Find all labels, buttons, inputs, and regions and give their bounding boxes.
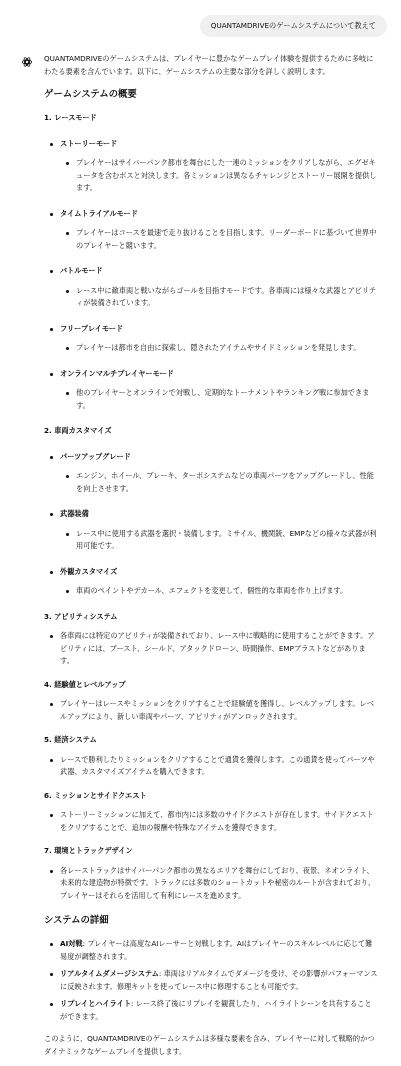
detail-text: : プレイヤーは高度なAIレーサーと対戦します。AIはプレイヤーのスキルレベルに応じて難易度が調整されます。 — [60, 939, 373, 961]
section-missions-title: 6. ミッションとサイドクエスト — [44, 790, 147, 800]
section-race-modes-title: 1. レースモード — [44, 113, 97, 122]
user-message-bubble: QUANTAMDRIVEのゲームシステムについて教えて — [200, 15, 387, 37]
mode-name: タイムトライアルモード — [44, 208, 378, 221]
customization-name: 外観カスタマイズ — [44, 566, 378, 579]
mode-name: オンラインマルチプレイヤーモード — [44, 368, 378, 381]
environment-desc: 各レーストラックはサイバーパンク都市の異なるエリアを舞台にしており、夜景、ネオンライト、未来的な建造物が特徴です。トラックには多数のショートカットや秘密のルートが含まれており、プレイヤーはそれらを活用して有利にレースを進めます。 — [44, 865, 378, 903]
mode-name: ストーリーモード — [44, 138, 378, 151]
customization-name: パーツアップグレード — [44, 451, 378, 464]
detail-label: リアルタイムダメージシステム — [60, 969, 159, 978]
section-environment-title: 7. 環境とトラックデザイン — [44, 846, 133, 855]
mode-desc: プレイヤーはコースを最速で走り抜けることを目指します。リーダーボードに基づいて世界中のプレイヤーと競います。 — [44, 227, 378, 252]
mode-name: フリープレイモード — [44, 323, 378, 336]
detail-text: : 車両はリアルタイムでダメージを受け、その影響がパフォーマンスに反映されます。修理キットを使ってレース中に修理することも可能です。 — [60, 969, 378, 991]
customization-desc: 車両のペイントやデカール、エフェクトを変更して、個性的な車両を作り上げます。 — [44, 585, 378, 598]
exp-desc: プレイヤーはレースやミッションをクリアすることで経験値を獲得し、レベルアップします。レベルアップにより、新しい車両やパーツ、アビリティがアンロックされます。 — [44, 698, 378, 723]
section-ability-title: 3. アビリティシステム — [44, 611, 118, 621]
detail-label: リプレイとハイライト — [60, 999, 132, 1008]
section-customization-title: 2. 車両カスタマイズ — [44, 426, 112, 435]
economy-desc: レースで勝利したりミッションをクリアすることで通貨を獲得します。この通貨を使ってパーツや武器、カスタマイズアイテムを購入できます。 — [44, 754, 378, 779]
detail-item — [44, 938, 378, 963]
detail-label: AI対戦 — [60, 939, 83, 948]
section-exp-title: 4. 経験値とレベルアップ — [44, 679, 126, 689]
detail-text: : レース終了後にリプレイを観賞したり、ハイライトシーンを共有することができます。 — [60, 999, 372, 1021]
overview-heading: ゲームシステムの概要 — [44, 89, 137, 100]
customization-desc: レース中に使用する武器を選択・装備します。ミサイル、機関銃、EMPなどの様々な武器が利用可能です。 — [44, 528, 378, 553]
customization-name: 武器装備 — [44, 508, 378, 521]
detail-item — [44, 998, 378, 1023]
openai-logo-icon — [21, 56, 33, 68]
conclusion-paragraph: このように、QUANTAMDRIVEのゲームシステムは多様な要素を含み、プレイヤーに対して戦略的かつダイナミックなゲームプレイを提供します。 — [44, 1034, 375, 1056]
mode-desc: 他のプレイヤーとオンラインで対戦し、定期的なトーナメントやランキング戦に参加できます。 — [44, 387, 378, 412]
section-economy-title: 5. 経済システム — [44, 735, 97, 744]
mode-name: バトルモード — [44, 265, 378, 278]
mode-desc: プレイヤーは都市を自由に探索し、隠されたアイテムやサイドミッションを発見します。 — [44, 342, 378, 355]
intro-paragraph: QUANTAMDRIVEのゲームシステムは、プレイヤーに豊かなゲームプレイ体験を提供するために多岐にわたる要素を含んでいます。以下に、ゲームシステムの主要な部分を詳しく説明します。 — [44, 54, 374, 76]
assistant-message — [44, 53, 378, 1066]
mode-desc: プレイヤーはサイバーパンク都市を舞台にした一連のミッションをクリアしながら、エグゼキュータを含むボスと対決します。各ミッションは異なるチャレンジとストーリー展開を提供します。 — [44, 157, 378, 195]
customization-desc: エンジン、ホイール、ブレーキ、ターボシステムなどの車両パーツをアップグレードし、性能を向上させます。 — [44, 470, 378, 495]
mode-desc: レース中に敵車両と戦いながらゴールを目指すモードです。各車両には様々な武器とアビリティが装備されています。 — [44, 285, 378, 310]
details-heading: システムの詳細 — [44, 915, 109, 926]
ability-desc: 各車両には特定のアビリティが装備されており、レース中に戦略的に使用することができます。アビリティには、ブースト、シールド、アタックドローン、時間操作、EMPブラストなどがあります。 — [44, 630, 378, 668]
detail-item — [44, 968, 378, 993]
missions-desc: ストーリーミッションに加えて、都市内には多数のサイドクエストが存在します。サイドクエストをクリアすることで、追加の報酬や特殊なアイテムを獲得できます。 — [44, 809, 378, 834]
